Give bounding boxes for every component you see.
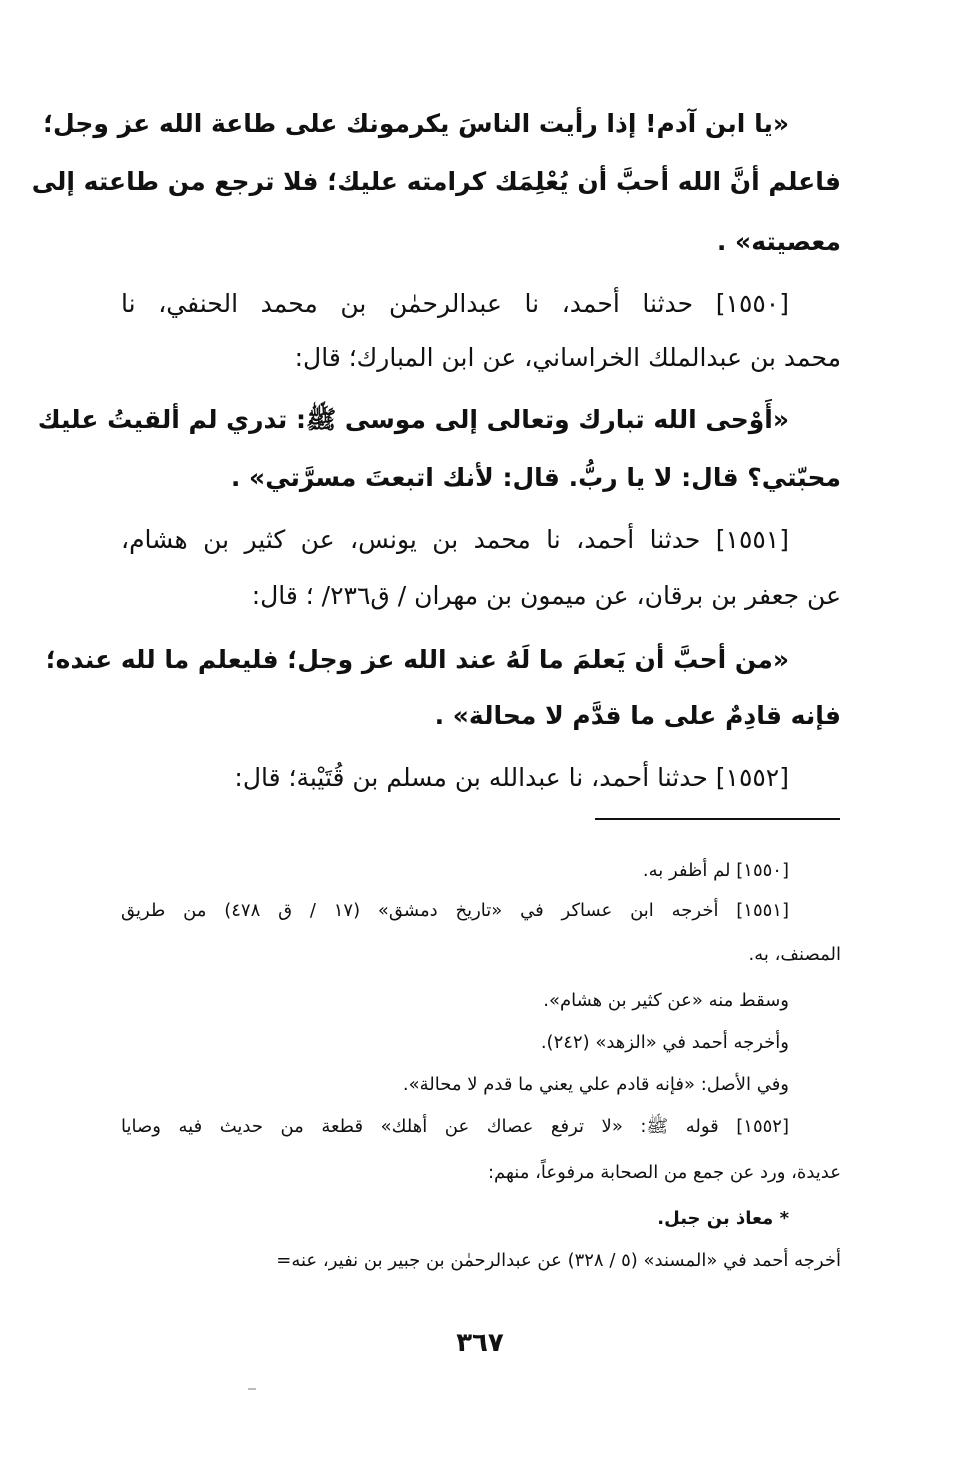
footnote-line-4: وسقط منه «عن كثير بن هشام». bbox=[543, 990, 789, 1011]
main-line-6: «أَوْحى الله تبارك وتعالى إلى موسى ﷺ: تدري لم ألقيتُ عليك bbox=[37, 405, 789, 434]
main-line-8: [١٥٥١] حدثنا أحمد، نا محمد بن يونس، عن كثير بن هشام، bbox=[121, 525, 789, 554]
footnote-line-2: [١٥٥١] أخرجه ابن عساكر في «تاريخ دمشق» (١٧ / ق ٤٧٨) من طريق bbox=[121, 900, 789, 921]
main-line-10: «من أحبَّ أن يَعلمَ ما لَهُ عند الله عز وجل؛ فليعلم ما لله عنده؛ bbox=[45, 645, 789, 674]
footnote-line-7: [١٥٥٢] قوله ﷺ: «لا ترفع عصاك عن أهلك» قطعة من حديث فيه وصايا bbox=[121, 1116, 789, 1137]
main-line-4: [١٥٥٠] حدثنا أحمد، نا عبدالرحمٰن بن محمد الحنفي، نا bbox=[121, 289, 789, 318]
main-line-11: فإنه قادِمٌ على ما قدَّم لا محالة» . bbox=[434, 701, 841, 730]
footnote-line-5: وأخرجه أحمد في «الزهد» (٢٤٢). bbox=[540, 1032, 789, 1053]
main-line-1: «يا ابن آدم! إذا رأيت الناسَ يكرمونك على طاعة الله عز وجل؛ bbox=[43, 109, 789, 138]
main-line-3: معصيته» . bbox=[716, 227, 841, 256]
footnote-line-9: * معاذ بن جبل. bbox=[657, 1208, 789, 1229]
footnote-separator bbox=[595, 818, 840, 820]
footnote-line-10: أخرجه أحمد في «المسند» (٥ / ٣٢٨) عن عبدالرحمٰن بن جبير بن نفير، عنه= bbox=[276, 1250, 841, 1271]
main-line-12: [١٥٥٢] حدثنا أحمد، نا عبدالله بن مسلم بن قُتَيْبة؛ قال: bbox=[234, 763, 789, 792]
page-number: ٣٦٧ bbox=[456, 1328, 504, 1358]
footnote-line-6: وفي الأصل: «فإنه قادم علي يعني ما قدم لا محالة». bbox=[402, 1074, 789, 1095]
footnote-line-3: المصنف، به. bbox=[748, 944, 841, 965]
main-line-9: عن جعفر بن برقان، عن ميمون بن مهران / ق٢٣٦/ ؛ قال: bbox=[251, 581, 841, 610]
footnote-line-8: عديدة، ورد عن جمع من الصحابة مرفوعاً، منهم: bbox=[487, 1162, 841, 1183]
main-line-2: فاعلم أنَّ الله أحبَّ أن يُعْلِمَك كرامته عليك؛ فلا ترجع من طاعته إلى bbox=[31, 167, 841, 196]
footnote-line-1: [١٥٥٠] لم أظفر به. bbox=[642, 860, 789, 881]
scan-mark bbox=[248, 1388, 256, 1390]
main-line-5: محمد بن عبدالملك الخراساني، عن ابن المبارك؛ قال: bbox=[294, 343, 841, 372]
main-line-7: محبّتي؟ قال: لا يا ربُّ. قال: لأنك اتبعتَ مسرَّتي» . bbox=[230, 463, 841, 492]
